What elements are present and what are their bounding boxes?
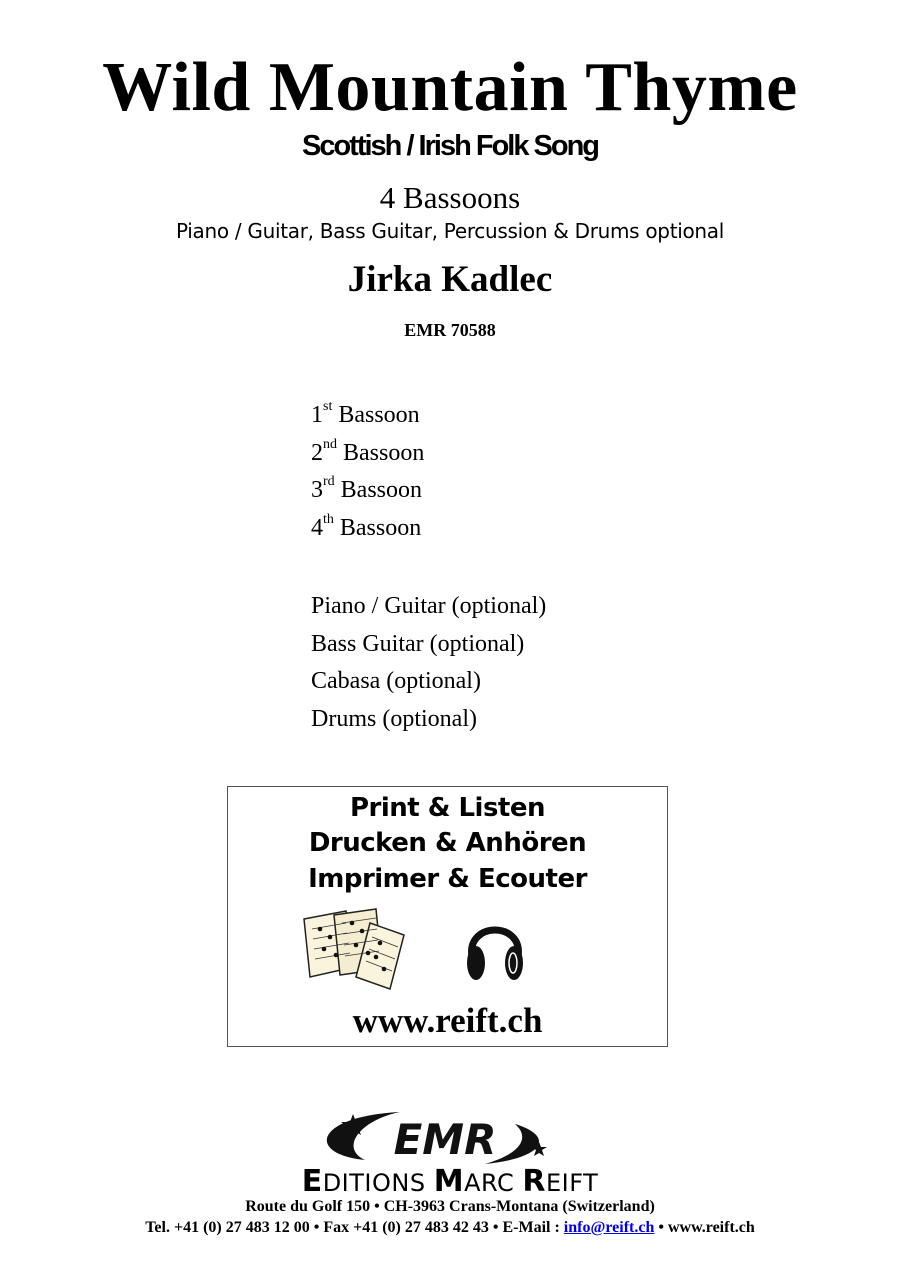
subtitle: Scottish / Irish Folk Song (301, 130, 599, 162)
part-item: 4th Bassoon (311, 512, 422, 542)
page-title: Wild Mountain Thyme (102, 49, 798, 126)
email-link[interactable]: info@reift.ch (563, 1219, 655, 1236)
website-url: www.reift.ch (352, 1001, 543, 1040)
optional-part-item: Cabasa (optional) (311, 668, 481, 695)
print-listen-box (227, 786, 668, 1047)
print-listen-fr: Imprimer & Ecouter (308, 864, 587, 894)
headphones-icon (464, 909, 526, 985)
print-listen-en: Print & Listen (349, 793, 546, 823)
emr-logo (305, 1108, 595, 1170)
contact-line: Tel. +41 (0) 27 483 12 00 • Fax +41 (0) 27 483 42 43 • E-Mail : info@reift.ch • www.reift.ch (145, 1219, 755, 1236)
sheet-music-icon (300, 907, 412, 991)
part-item: 2nd Bassoon (311, 436, 425, 466)
parts-list-optional (311, 588, 546, 739)
part-item: 3rd Bassoon (311, 474, 423, 504)
svg-text:EMR: EMR (393, 1115, 497, 1164)
part-item: 1st Bassoon (311, 399, 420, 428)
catalog-code: EMR 70588 (404, 320, 496, 340)
optional-part-item: Bass Guitar (optional) (311, 630, 525, 657)
instrumentation: 4 Bassoons (379, 180, 521, 215)
optional-part-item: Drums (optional) (311, 706, 477, 733)
optional-part-item: Piano / Guitar (optional) (311, 593, 547, 619)
publisher-name: EDITIONS MARC REIFT (301, 1164, 599, 1199)
print-listen-de: Drucken & Anhören (308, 828, 587, 858)
parts-list-main (311, 397, 424, 548)
optional-instruments-line: Piano / Guitar, Bass Guitar, Percussion & Drums optional (175, 219, 725, 243)
composer-name: Jirka Kadlec (347, 259, 553, 300)
publisher-address: Route du Golf 150 • CH-3963 Crans-Montana (Switzerland) (245, 1198, 655, 1215)
